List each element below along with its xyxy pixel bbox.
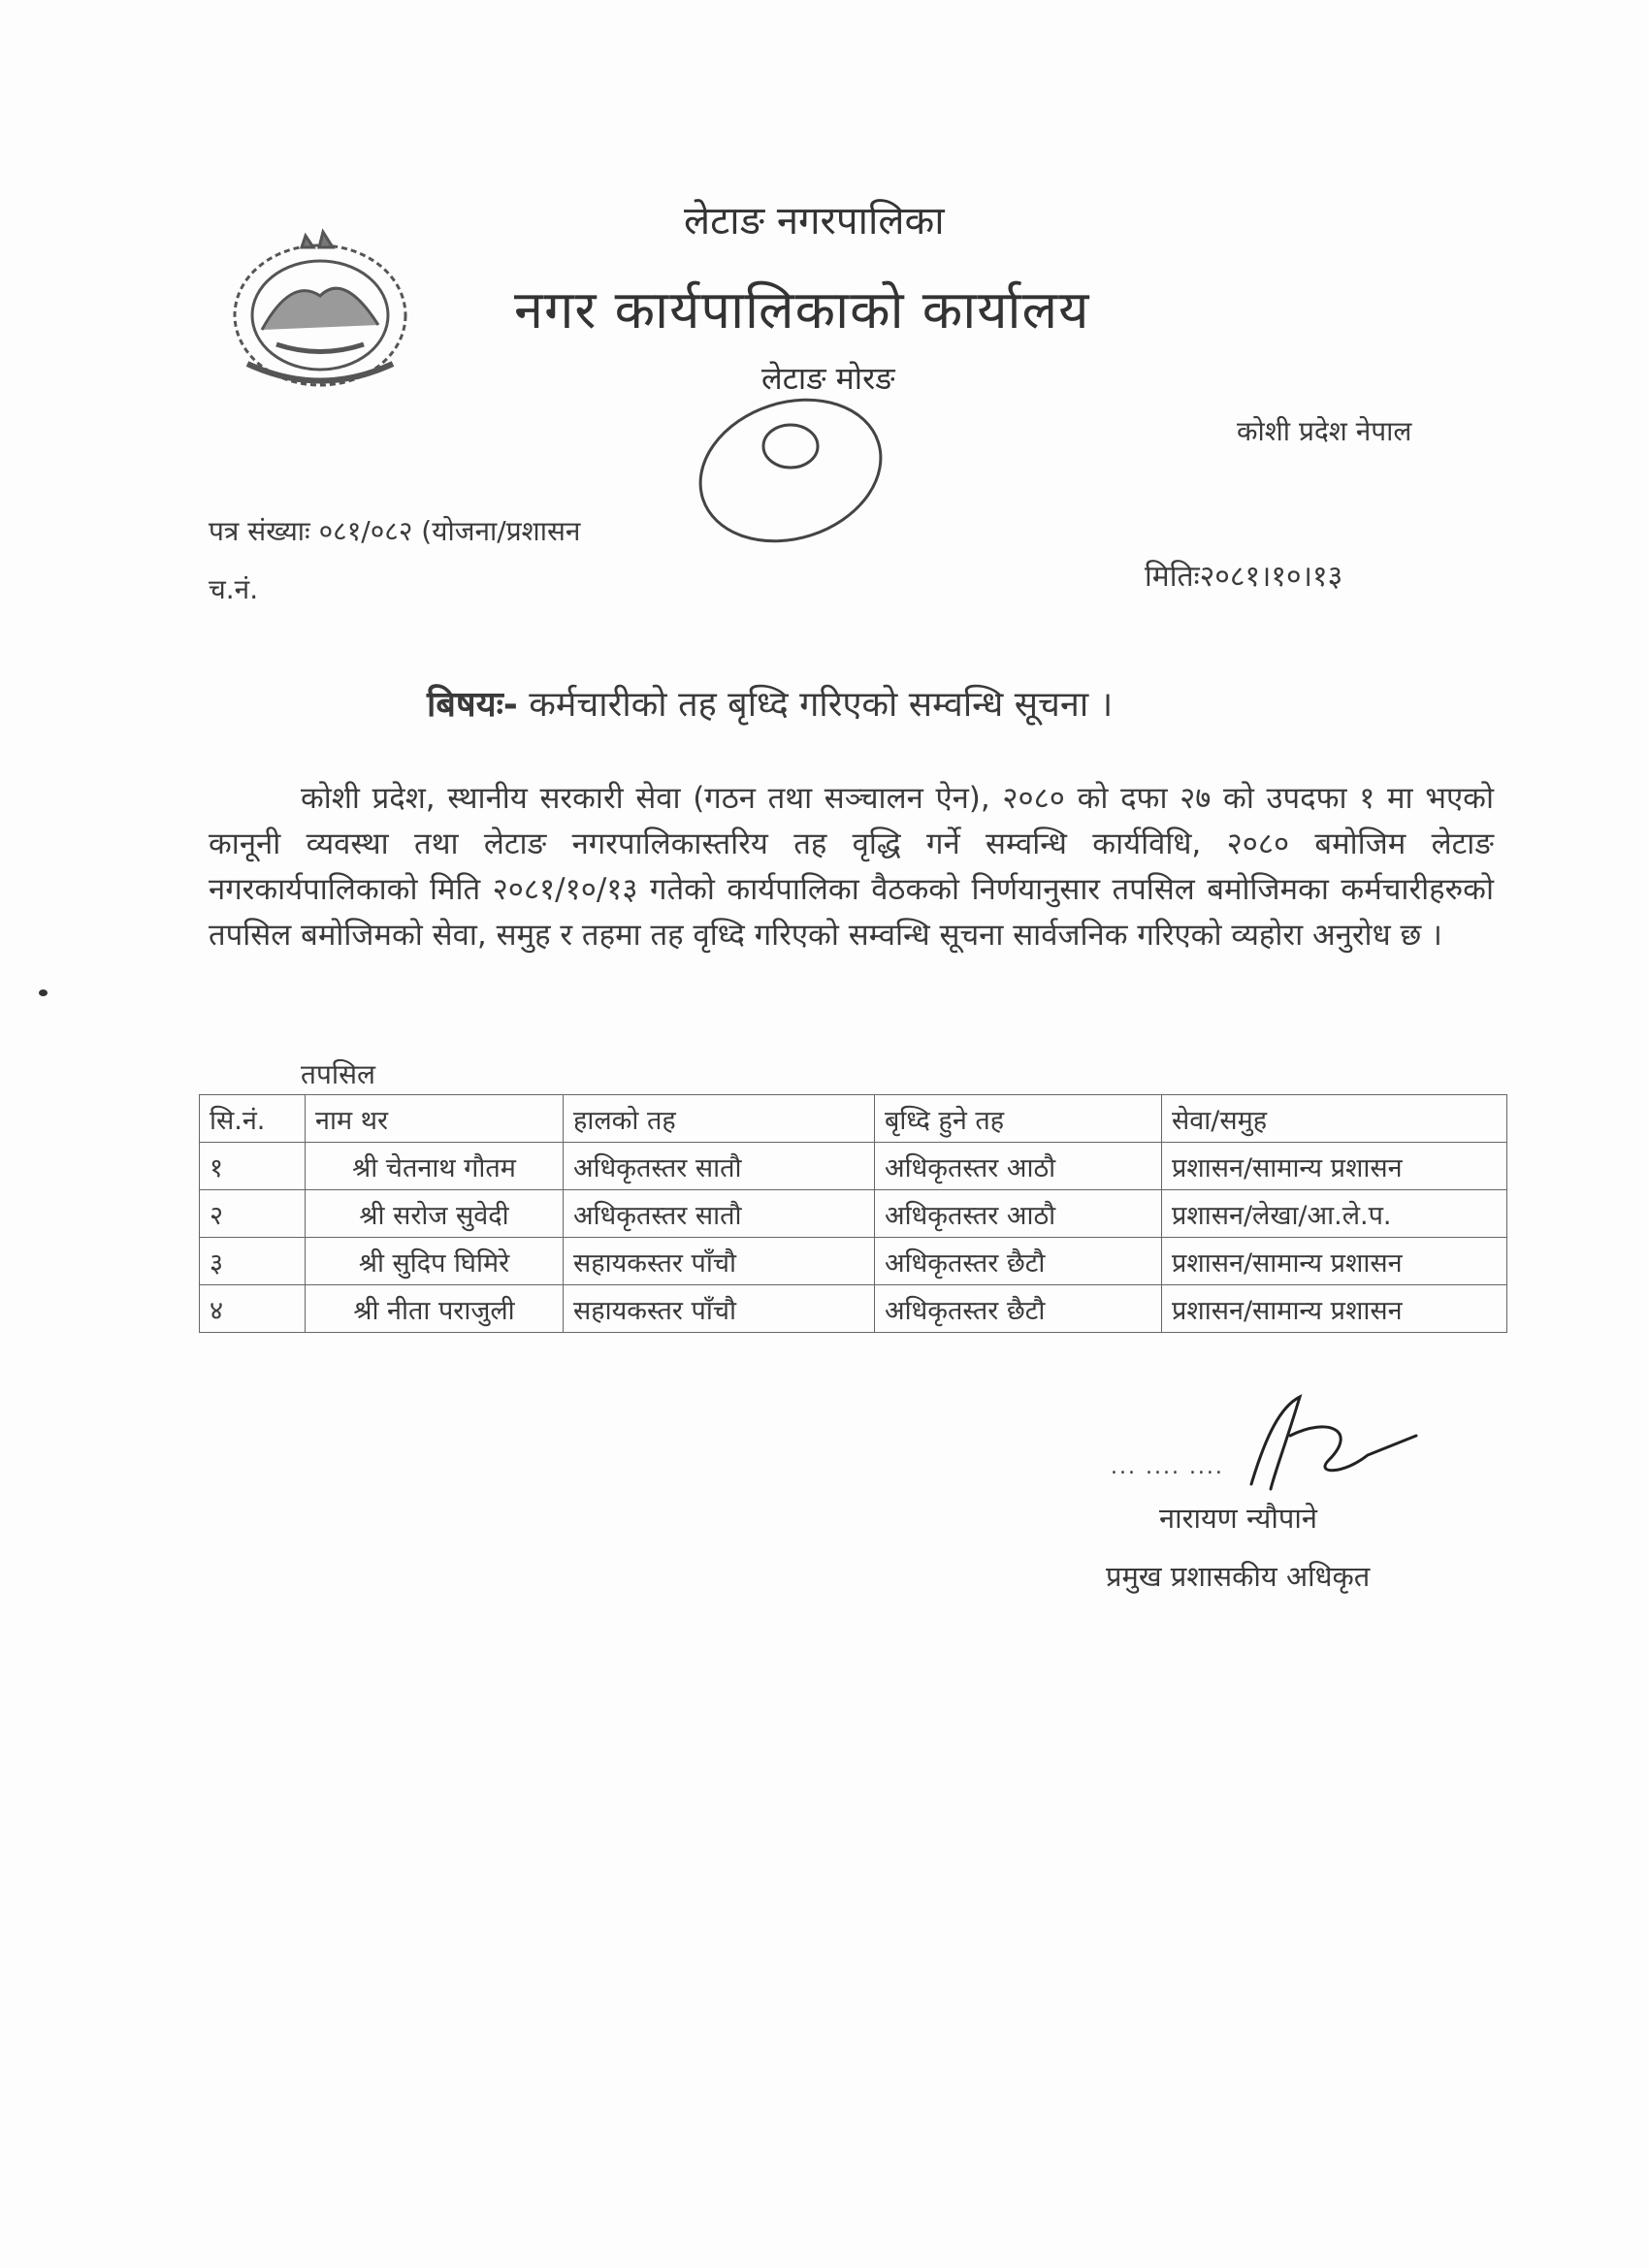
- office-stamp: [669, 388, 912, 553]
- cell-current-level: सहायकस्तर पाँचौ: [564, 1238, 875, 1285]
- cell-promoted-level: अधिकृतस्तर छैटौ: [875, 1285, 1162, 1333]
- cell-current-level: अधिकृतस्तर सातौ: [564, 1190, 875, 1238]
- cell-promoted-level: अधिकृतस्तर आठौ: [875, 1143, 1162, 1190]
- signer-designation: प्रमुख प्रशासकीय अधिकृत: [1106, 1560, 1371, 1593]
- table-row: [200, 1190, 1507, 1238]
- letter-subject: [427, 679, 1113, 727]
- cell-service-group: प्रशासन/सामान्य प्रशासन: [1162, 1285, 1507, 1333]
- letter-reference: पत्र संख्याः ०८१/०८२ (योजना/प्रशासन: [209, 515, 581, 547]
- table-row: [200, 1285, 1507, 1333]
- municipality-name: लेटाङ नगरपालिका: [684, 199, 945, 243]
- cell-service-group: प्रशासन/लेखा/आ.ले.प.: [1162, 1190, 1507, 1238]
- office-name: नगर कार्यपालिकाको कार्यालय: [514, 279, 1090, 340]
- table-row: [200, 1238, 1507, 1285]
- cell-serial: ३: [200, 1238, 306, 1285]
- cell-name: श्री सरोज सुवेदी: [306, 1190, 564, 1238]
- cell-name: श्री नीता पराजुली: [306, 1285, 564, 1333]
- cell-name: श्री सुदिप घिमिरे: [306, 1238, 564, 1285]
- letter-body: कोशी प्रदेश, स्थानीय सरकारी सेवा (गठन तथा सञ्चालन ऐन), २०८० को दफा २७ को उपदफा १ मा भएको कानूनी व्यवस्था तथा लेटाङ नगरपालिकास्तरिय तह वृद्धि गर्ने सम्वन्धि कार्यविधि, २०८० बमोजिम लेटाङ नगरकार्यपालिकाको मिति २०८१/१०/१३ गतेको कार्यपालिका वैठकको निर्णयानुसार तपसिल बमोजिमका कर्मचारीहरुको तपसिल बमोजिमको सेवा, समुह र तहमा तह वृध्दि गरिएको सम्वन्धि सूचना सार्वजनिक गरिएको व्यहोरा अनुरोध छ ।: [209, 781, 1494, 953]
- table-row: [200, 1143, 1507, 1190]
- staff-promotion-table: [199, 1094, 1507, 1333]
- cell-promoted-level: अधिकृतस्तर छैटौ: [875, 1238, 1162, 1285]
- cell-name: श्री चेतनाथ गौतम: [306, 1143, 564, 1190]
- header-name: नाम थर: [306, 1095, 564, 1143]
- subject-text: कर्मचारीको तह बृध्दि गरिएको सम्वन्धि सूचना ।: [529, 685, 1114, 725]
- chalani-number: च.नं.: [209, 573, 259, 605]
- header-serial: सि.नं.: [200, 1095, 306, 1143]
- header-current-level: हालको तह: [564, 1095, 875, 1143]
- cell-promoted-level: अधिकृतस्तर आठौ: [875, 1190, 1162, 1238]
- nepal-emblem-icon: [209, 218, 432, 403]
- cell-serial: ४: [200, 1285, 306, 1333]
- signer-name: नारायण न्यौपाने: [1159, 1502, 1317, 1535]
- handwritten-signature: [1106, 1377, 1426, 1504]
- scan-speck: [39, 989, 48, 996]
- table-header-row: [200, 1095, 1507, 1143]
- cell-service-group: प्रशासन/सामान्य प्रशासन: [1162, 1238, 1507, 1285]
- signature-dots: ... .... ....: [1111, 1455, 1224, 1479]
- header-service-group: सेवा/समुह: [1162, 1095, 1507, 1143]
- subject-label: बिषयः-: [427, 685, 518, 725]
- cell-current-level: सहायकस्तर पाँचौ: [564, 1285, 875, 1333]
- table-caption: तपसिल: [301, 1058, 376, 1090]
- cell-serial: २: [200, 1190, 306, 1238]
- header-promoted-level: बृध्दि हुने तह: [875, 1095, 1162, 1143]
- province-name: कोशी प्रदेश नेपाल: [1237, 415, 1412, 447]
- cell-service-group: प्रशासन/सामान्य प्रशासन: [1162, 1143, 1507, 1190]
- cell-current-level: अधिकृतस्तर सातौ: [564, 1143, 875, 1190]
- letter-date: मितिः२०८१।१०।१३: [1145, 560, 1343, 594]
- cell-serial: १: [200, 1143, 306, 1190]
- district-name: लेटाङ मोरङ: [761, 360, 895, 397]
